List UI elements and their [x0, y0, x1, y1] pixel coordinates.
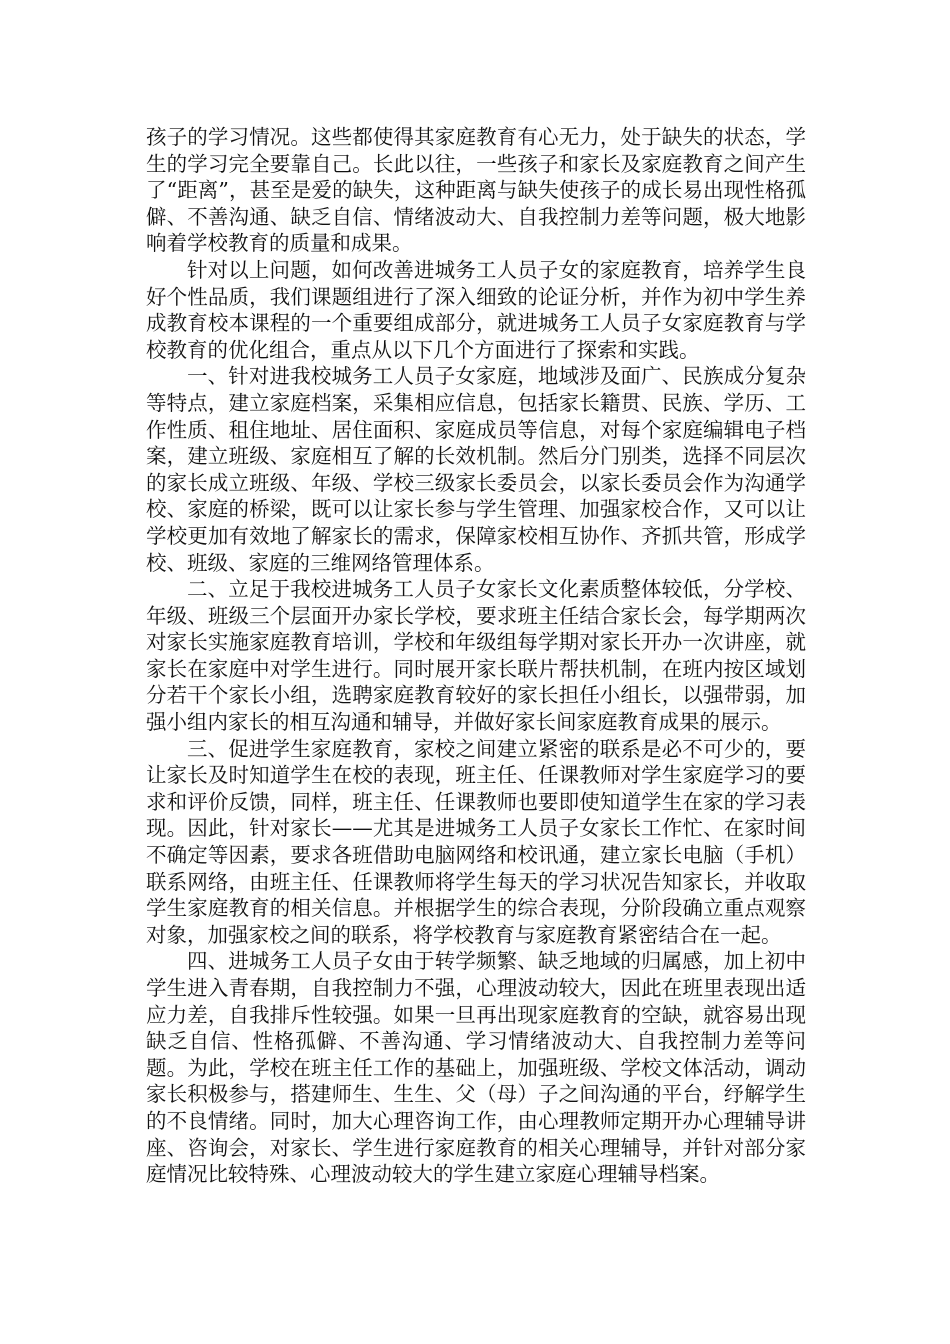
paragraph-intro: 针对以上问题，如何改善进城务工人员子女的家庭教育，培养学生良好个性品质，我们课题组进行了深入细致的论证分析，并作为初中学生养成教育校本课程的一个重要组成部分，就进城务工人员子女家庭教育与学校教育的优化组合，重点从以下几个方面进行了探索和实践。: [146, 257, 806, 362]
document-page: [146, 124, 806, 1188]
paragraph-continuation: 孩子的学习情况。这些都使得其家庭教育有心无力，处于缺失的状态，学生的学习完全要靠自己。长此以往，一些孩子和家长及家庭教育之间产生了“距离”，甚至是爱的缺失，这种距离与缺失使孩子的成长易出现性格孤僻、不善沟通、缺乏自信、情绪波动大、自我控制力差等问题，极大地影响着学校教育的质量和成果。: [146, 125, 806, 256]
paragraph-point-three: 三、促进学生家庭教育，家校之间建立紧密的联系是必不可少的，要让家长及时知道学生在校的表现，班主任、任课教师对学生家庭学习的要求和评价反馈，同样，班主任、任课教师也要即使知道学生在家的学习表现。因此，针对家长——尤其是进城务工人员子女家长工作忙、在家时间不确定等因素，要求各班借助电脑网络和校讯通，建立家长电脑（手机）联系网络，由班主任、任课教师将学生每天的学习状况告知家长，并收取学生家庭教育的相关信息。并根据学生的综合表现，分阶段确立重点观察对象，加强家校之间的联系，将学校教育与家庭教育紧密结合在一起。: [146, 736, 806, 947]
paragraph-point-four: 四、进城务工人员子女由于转学频繁、缺乏地域的归属感，加上初中学生进入青春期，自我控制力不强，心理波动较大，因此在班里表现出适应力差，自我排斥性较强。如果一旦再出现家庭教育的空缺，就容易出现缺乏自信、性格孤僻、不善沟通、学习情绪波动大、自我控制力差等问题。为此，学校在班主任工作的基础上，加强班级、学校文体活动，调动家长积极参与，搭建师生、生生、父（母）子之间沟通的平台，纾解学生的不良情绪。同时，加大心理咨询工作，由心理教师定期开办心理辅导讲座、咨询会，对家长、学生进行家庭教育的相关心理辅导，并针对部分家庭情况比较特殊、心理波动较大的学生建立家庭心理辅导档案。: [146, 949, 806, 1187]
paragraph-point-one: 一、针对进我校城务工人员子女家庭，地域涉及面广、民族成分复杂等特点，建立家庭档案，采集相应信息，包括家长籍贯、民族、学历、工作性质、租住地址、居住面积、家庭成员等信息，对每个家庭编辑电子档案，建立班级、家庭相互了解的长效机制。然后分门别类，选择不同层次的家长成立班级、年级、学校三级家长委员会，以家长委员会作为沟通学校、家庭的桥梁，既可以让家长参与学生管理、加强家校合作，又可以让学校更加有效地了解家长的需求，保障家校相互协作、齐抓共管，形成学校、班级、家庭的三维网络管理体系。: [146, 364, 806, 575]
paragraph-point-two: 二、立足于我校进城务工人员子女家长文化素质整体较低，分学校、年级、班级三个层面开办家长学校，要求班主任结合家长会，每学期两次对家长实施家庭教育培训，学校和年级组每学期对家长开办一次讲座，就家长在家庭中对学生进行。同时展开家长联片帮扶机制，在班内按区域划分若干个家长小组，选聘家庭教育较好的家长担任小组长，以强带弱，加强小组内家长的相互沟通和辅导，并做好家长间家庭教育成果的展示。: [146, 577, 806, 735]
